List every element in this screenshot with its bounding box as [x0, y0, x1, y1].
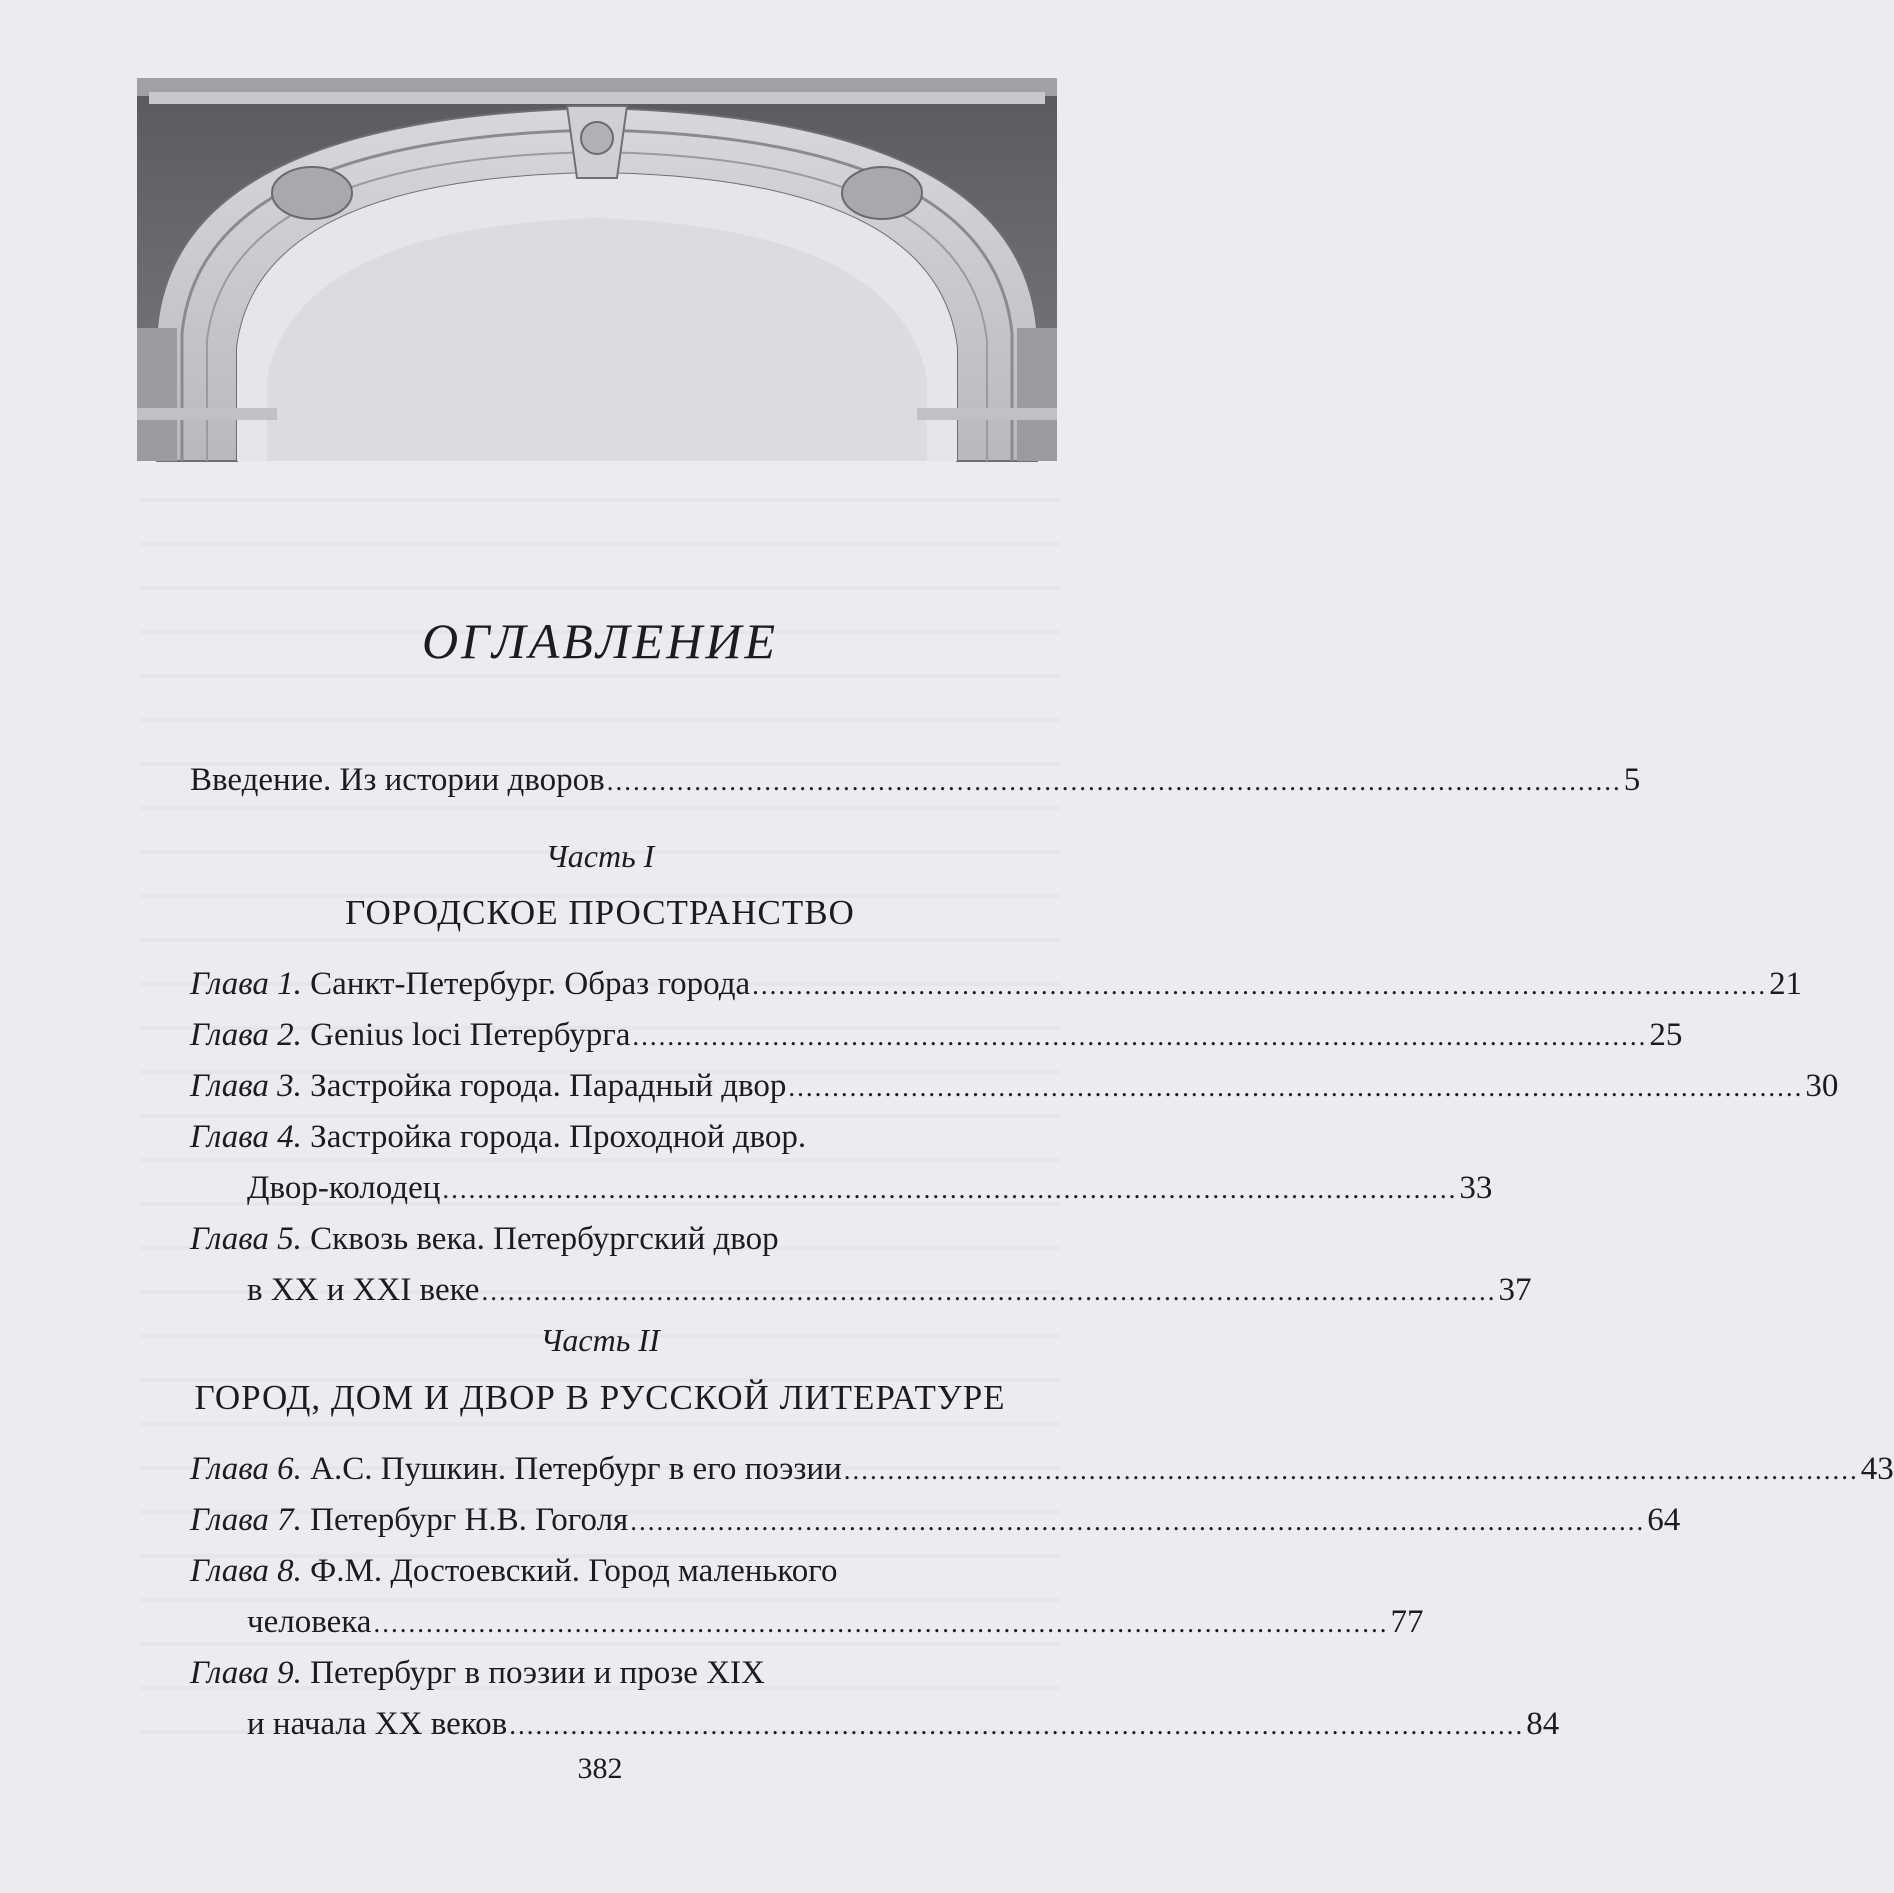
chapter-page: 30: [1805, 1068, 1839, 1104]
toc-entry-chapter-line2: [247, 1166, 1493, 1211]
part-label: Часть I: [545, 838, 655, 874]
leader-dots: ....................................................................................................................: [509, 1710, 1525, 1740]
part-title: ГОРОД, ДОМ И ДВОР В РУССКОЙ ЛИТЕРАТУРЕ: [194, 1378, 1006, 1417]
toc-entry-chapter: [190, 1447, 1894, 1492]
part-title: ГОРОДСКОЕ ПРОСТРАНСТВО: [345, 893, 855, 932]
chapter-prefix: Глава 1.: [190, 966, 302, 1002]
chapter-prefix: Глава 7.: [190, 1502, 302, 1538]
toc-entry-page: 5: [1623, 762, 1641, 798]
toc-entry-label: Введение. Из истории дворов: [190, 762, 605, 798]
toc-entry-chapter-line2: [247, 1268, 1532, 1313]
chapter-title: Genius loci Петербурга: [310, 1017, 631, 1053]
toc-entry-chapter-line1: [190, 1651, 765, 1695]
chapter-title: Петербург в поэзии и прозе XIX: [310, 1655, 765, 1691]
chapter-title: Застройка города. Парадный двор: [310, 1068, 787, 1104]
chapter-title: Санкт-Петербург. Образ города: [310, 966, 751, 1002]
leader-dots: ....................................................................................................................: [632, 1021, 1648, 1051]
leader-dots: ....................................................................................................................: [606, 766, 1622, 796]
chapter-page: 77: [1390, 1604, 1424, 1640]
leader-dots: ....................................................................................................................: [442, 1174, 1458, 1204]
toc-entry-chapter-line1: [190, 1549, 838, 1593]
leader-dots: ....................................................................................................................: [788, 1072, 1804, 1102]
chapter-page: 84: [1526, 1706, 1560, 1742]
chapter-page: 33: [1459, 1170, 1493, 1206]
chapter-prefix: Глава 6.: [190, 1451, 302, 1487]
chapter-prefix: Глава 2.: [190, 1017, 302, 1053]
chapter-page: 43: [1860, 1451, 1894, 1487]
chapter-title-cont: человека: [247, 1604, 372, 1640]
leader-dots: ....................................................................................................................: [752, 970, 1768, 1000]
chapter-title-cont: Двор-колодец: [247, 1170, 441, 1206]
chapter-title-cont: и начала XX веков: [247, 1706, 508, 1742]
arch-illustration: [137, 78, 1057, 461]
chapter-title: Застройка города. Проходной двор.: [310, 1119, 807, 1155]
leader-dots: ....................................................................................................................: [630, 1506, 1646, 1536]
part-label: Часть II: [540, 1322, 660, 1358]
chapter-page: 25: [1649, 1017, 1683, 1053]
toc-entry-chapter-line1: [190, 1217, 779, 1261]
chapter-title: Сквозь века. Петербургский двор: [310, 1221, 779, 1257]
chapter-title: А.С. Пушкин. Петербург в его поэзии: [310, 1451, 842, 1487]
leader-dots: ....................................................................................................................: [481, 1276, 1497, 1306]
chapter-prefix: Глава 8.: [190, 1553, 302, 1589]
chapter-title-cont: в XX и XXI веке: [247, 1272, 480, 1308]
toc-entry-chapter: [190, 1498, 1681, 1543]
toc-entry-chapter: [190, 1013, 1683, 1058]
leader-dots: ....................................................................................................................: [373, 1608, 1389, 1638]
chapter-prefix: Глава 3.: [190, 1068, 302, 1104]
toc-entry-chapter-line2: [247, 1702, 1560, 1747]
chapter-page: 37: [1498, 1272, 1532, 1308]
toc-entry-chapter: [190, 962, 1803, 1007]
chapter-prefix: Глава 4.: [190, 1119, 302, 1155]
chapter-title: Ф.М. Достоевский. Город маленького: [310, 1553, 838, 1589]
leader-dots: ....................................................................................................................: [843, 1455, 1859, 1485]
chapter-title: Петербург Н.В. Гоголя: [310, 1502, 629, 1538]
page-number: 382: [577, 1752, 623, 1785]
chapter-prefix: Глава 9.: [190, 1655, 302, 1691]
chapter-page: 21: [1769, 966, 1803, 1002]
toc-entry-chapter-line2: [247, 1600, 1424, 1645]
toc-entry-intro: [190, 758, 1641, 803]
toc-entry-chapter-line1: [190, 1115, 806, 1159]
chapter-prefix: Глава 5.: [190, 1221, 302, 1257]
chapter-page: 64: [1647, 1502, 1681, 1538]
toc-entry-chapter: [190, 1064, 1839, 1109]
page-title: ОГЛАВЛЕНИЕ: [421, 613, 778, 669]
